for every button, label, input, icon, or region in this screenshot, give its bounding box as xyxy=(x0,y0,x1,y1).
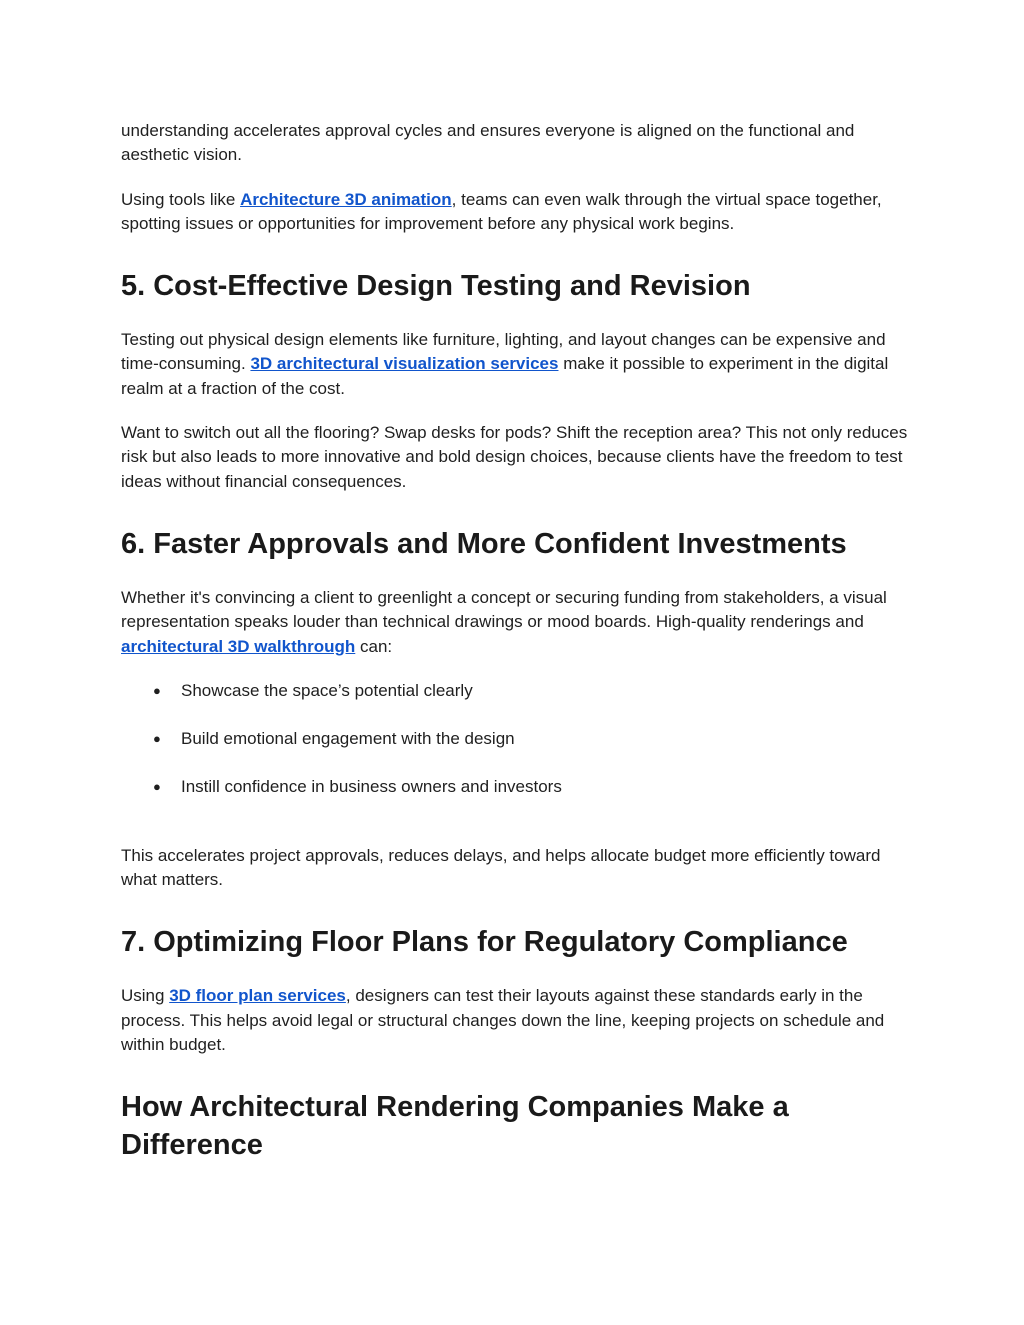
architecture-3d-animation-link[interactable]: Architecture 3D animation xyxy=(240,189,452,209)
architectural-3d-walkthrough-link[interactable]: architectural 3D walkthrough xyxy=(121,636,356,656)
section-5-paragraph-1-text-b: make it possible to experiment in the digital realm at a fraction of the cost. xyxy=(121,354,889,398)
section-5-heading: 5. Cost-Effective Design Testing and Revision xyxy=(121,270,751,303)
list-item xyxy=(121,679,911,703)
section-6-paragraph-2: This accelerates project approvals, reduces delays, and helps allocate budget more efficiently toward what matters. xyxy=(121,845,881,890)
section-6-paragraph-1-text-b: can: xyxy=(355,636,393,656)
section-8-heading: How Architectural Rendering Companies Make a Difference xyxy=(121,1091,789,1162)
list-item xyxy=(121,727,911,751)
intro-paragraph-2-text-a: Using tools like xyxy=(121,189,241,209)
intro-paragraph-2-text-b: , teams can even walk through the virtual space together, spotting issues or opportunities for improvement before any physical work begins. xyxy=(121,189,882,233)
section-7-heading: 7. Optimizing Floor Plans for Regulatory Compliance xyxy=(121,926,848,959)
section-7-paragraph-1-text-b: , designers can test their layouts against these standards early in the process. This helps avoid legal or structural changes down the line, keeping projects on schedule and within budget. xyxy=(121,986,885,1055)
section-7-paragraph-1-text-a: Using xyxy=(121,986,170,1006)
bullet-icon: ● xyxy=(153,730,161,746)
document-page xyxy=(121,119,911,1164)
bullet-icon: ● xyxy=(153,682,161,698)
list-item xyxy=(121,775,911,799)
section-5-paragraph-2: Want to switch out all the flooring? Swap desks for pods? Shift the reception area? This not only reduces risk but also leads to more innovative and bold design choices, because clients have the freedom to test ideas without financial consequences. xyxy=(121,423,908,491)
list-item-text: Instill confidence in business owners and investors xyxy=(181,776,562,796)
section-6-paragraph-1 xyxy=(121,586,911,659)
list-item-text: Build emotional engagement with the design xyxy=(181,728,515,748)
benefits-list xyxy=(121,679,911,799)
section-5-paragraph-1 xyxy=(121,328,911,401)
section-5-paragraph-1-text-a: Testing out physical design elements like furniture, lighting, and layout changes can be expensive and time-consuming. xyxy=(121,330,886,374)
section-7-paragraph-1 xyxy=(121,984,911,1057)
section-6-paragraph-1-text-a: Whether it's convincing a client to greenlight a concept or securing funding from stakeholders, a visual representation speaks louder than technical drawings or mood boards. High-quality renderings and xyxy=(121,587,887,632)
list-item-text: Showcase the space’s potential clearly xyxy=(181,680,473,700)
3d-architectural-visualization-services-link[interactable]: 3D architectural visualization services xyxy=(250,354,559,374)
3d-floor-plan-services-link[interactable]: 3D floor plan services xyxy=(169,986,346,1006)
intro-paragraph-2 xyxy=(121,188,911,237)
section-6-heading: 6. Faster Approvals and More Confident Investments xyxy=(121,527,847,560)
bullet-icon: ● xyxy=(153,778,161,794)
intro-paragraph-1: understanding accelerates approval cycles and ensures everyone is aligned on the functional and aesthetic vision. xyxy=(121,121,855,165)
